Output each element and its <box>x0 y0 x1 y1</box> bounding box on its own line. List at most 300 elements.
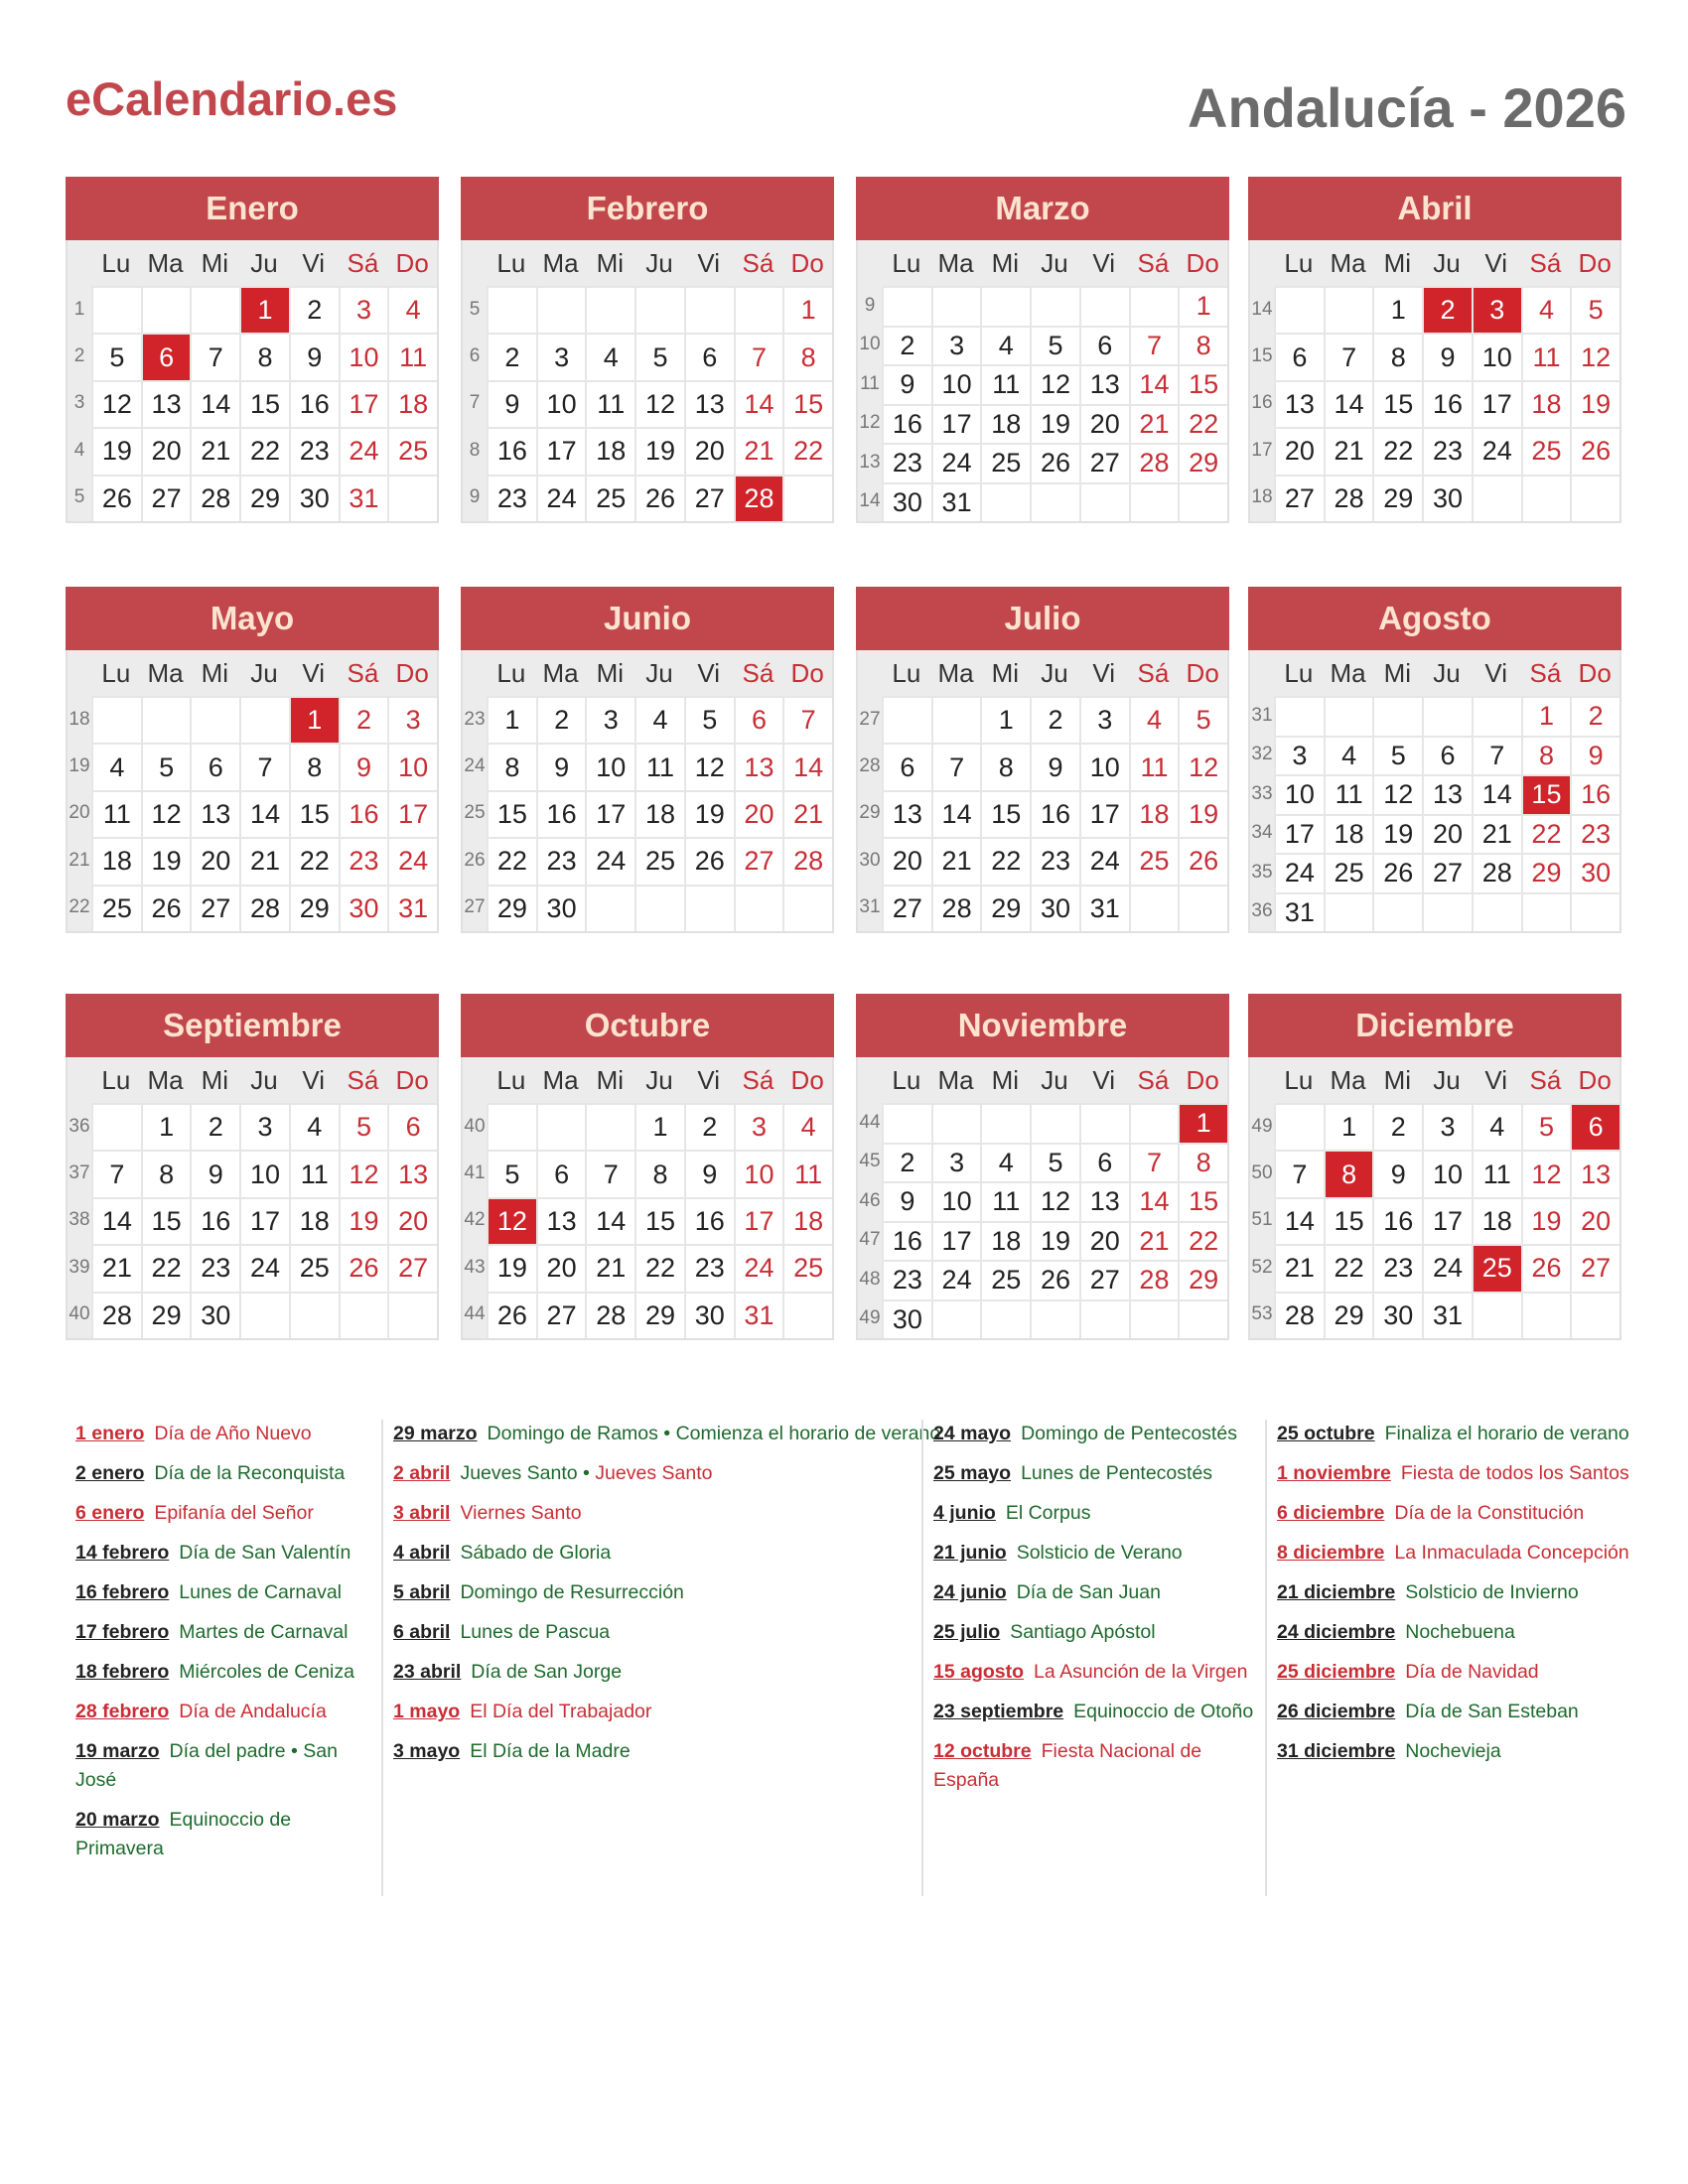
day-cell[interactable]: 2 <box>190 1103 239 1150</box>
day-cell[interactable]: 2 <box>487 333 536 379</box>
day-cell[interactable]: 15 <box>1178 364 1227 404</box>
day-cell[interactable]: 16 <box>190 1197 239 1244</box>
day-cell[interactable]: 5 <box>1521 1103 1571 1150</box>
day-cell[interactable]: 26 <box>1030 443 1079 482</box>
day-cell[interactable]: 4 <box>980 326 1030 365</box>
day-cell[interactable]: 31 <box>387 885 437 931</box>
day-cell[interactable]: 23 <box>1570 814 1619 854</box>
day-cell[interactable]: 6 <box>1570 1103 1619 1150</box>
day-cell[interactable]: 19 <box>684 790 734 837</box>
holiday-date-link[interactable]: 21 diciembre <box>1277 1581 1396 1603</box>
day-cell[interactable]: 14 <box>585 1197 634 1244</box>
day-cell[interactable]: 24 <box>1472 427 1521 474</box>
day-cell[interactable]: 15 <box>1324 1197 1373 1244</box>
day-cell[interactable]: 2 <box>1372 1103 1422 1150</box>
day-cell[interactable]: 15 <box>980 790 1030 837</box>
day-cell[interactable]: 13 <box>141 380 191 427</box>
holiday-date-link[interactable]: 6 enero <box>75 1502 145 1524</box>
day-cell[interactable]: 12 <box>339 1150 388 1196</box>
day-cell[interactable]: 25 <box>980 1260 1030 1299</box>
day-cell[interactable]: 1 <box>487 696 536 743</box>
day-cell[interactable]: 26 <box>1521 1244 1571 1291</box>
day-cell[interactable]: 5 <box>91 333 141 379</box>
day-cell[interactable]: 13 <box>1079 1181 1129 1221</box>
day-cell[interactable]: 1 <box>1372 286 1422 333</box>
holiday-date-link[interactable]: 24 junio <box>933 1581 1007 1603</box>
holiday-date-link[interactable]: 6 diciembre <box>1277 1502 1385 1524</box>
day-cell[interactable]: 1 <box>1178 1103 1227 1143</box>
day-cell[interactable]: 11 <box>1521 333 1571 379</box>
day-cell[interactable]: 22 <box>1324 1244 1373 1291</box>
day-cell[interactable]: 11 <box>387 333 437 379</box>
day-cell[interactable]: 20 <box>387 1197 437 1244</box>
day-cell[interactable]: 25 <box>289 1244 339 1291</box>
day-cell[interactable]: 14 <box>1129 364 1179 404</box>
day-cell[interactable]: 15 <box>634 1197 684 1244</box>
day-cell[interactable]: 25 <box>585 475 634 521</box>
day-cell[interactable]: 8 <box>487 743 536 789</box>
day-cell[interactable]: 2 <box>684 1103 734 1150</box>
day-cell[interactable]: 15 <box>239 380 289 427</box>
day-cell[interactable]: 21 <box>1324 427 1373 474</box>
day-cell[interactable]: 22 <box>1372 427 1422 474</box>
day-cell[interactable]: 26 <box>141 885 191 931</box>
day-cell[interactable]: 3 <box>1422 1103 1472 1150</box>
day-cell[interactable]: 24 <box>931 1260 981 1299</box>
day-cell[interactable]: 17 <box>387 790 437 837</box>
day-cell[interactable]: 15 <box>1178 1181 1227 1221</box>
day-cell[interactable]: 28 <box>239 885 289 931</box>
day-cell[interactable]: 8 <box>980 743 1030 789</box>
day-cell[interactable]: 10 <box>734 1150 783 1196</box>
day-cell[interactable]: 10 <box>1079 743 1129 789</box>
holiday-date-link[interactable]: 21 junio <box>933 1542 1007 1564</box>
day-cell[interactable]: 29 <box>487 885 536 931</box>
day-cell[interactable]: 6 <box>734 696 783 743</box>
day-cell[interactable]: 12 <box>1570 333 1619 379</box>
day-cell[interactable]: 8 <box>1324 1150 1373 1196</box>
day-cell[interactable]: 24 <box>387 837 437 884</box>
day-cell[interactable]: 28 <box>1129 443 1179 482</box>
day-cell[interactable]: 20 <box>684 427 734 474</box>
day-cell[interactable]: 24 <box>1274 853 1324 892</box>
day-cell[interactable]: 18 <box>1324 814 1373 854</box>
day-cell[interactable]: 3 <box>536 333 586 379</box>
day-cell[interactable]: 7 <box>585 1150 634 1196</box>
day-cell[interactable]: 27 <box>1422 853 1472 892</box>
day-cell[interactable]: 13 <box>536 1197 586 1244</box>
day-cell[interactable]: 13 <box>1570 1150 1619 1196</box>
day-cell[interactable]: 8 <box>1372 333 1422 379</box>
day-cell[interactable]: 23 <box>339 837 388 884</box>
day-cell[interactable]: 7 <box>1129 1143 1179 1182</box>
day-cell[interactable]: 21 <box>734 427 783 474</box>
day-cell[interactable]: 20 <box>1274 427 1324 474</box>
day-cell[interactable]: 6 <box>1079 326 1129 365</box>
day-cell[interactable]: 25 <box>634 837 684 884</box>
day-cell[interactable]: 10 <box>1274 774 1324 814</box>
day-cell[interactable]: 5 <box>339 1103 388 1150</box>
day-cell[interactable]: 27 <box>387 1244 437 1291</box>
day-cell[interactable]: 18 <box>1521 380 1571 427</box>
day-cell[interactable]: 11 <box>980 1181 1030 1221</box>
day-cell[interactable]: 1 <box>1324 1103 1373 1150</box>
day-cell[interactable]: 8 <box>239 333 289 379</box>
day-cell[interactable]: 4 <box>289 1103 339 1150</box>
day-cell[interactable]: 20 <box>1079 404 1129 444</box>
day-cell[interactable]: 29 <box>1372 475 1422 521</box>
day-cell[interactable]: 30 <box>882 482 931 522</box>
day-cell[interactable]: 20 <box>1570 1197 1619 1244</box>
day-cell[interactable]: 15 <box>782 380 832 427</box>
day-cell[interactable]: 14 <box>734 380 783 427</box>
day-cell[interactable]: 16 <box>289 380 339 427</box>
day-cell[interactable]: 31 <box>1079 885 1129 931</box>
day-cell[interactable]: 22 <box>487 837 536 884</box>
day-cell[interactable]: 29 <box>1521 853 1571 892</box>
day-cell[interactable]: 21 <box>585 1244 634 1291</box>
day-cell[interactable]: 12 <box>1521 1150 1571 1196</box>
day-cell[interactable]: 13 <box>734 743 783 789</box>
day-cell[interactable]: 31 <box>1422 1292 1472 1338</box>
holiday-date-link[interactable]: 25 octubre <box>1277 1423 1375 1444</box>
holiday-date-link[interactable]: 4 abril <box>393 1542 451 1564</box>
day-cell[interactable]: 18 <box>782 1197 832 1244</box>
holiday-date-link[interactable]: 25 julio <box>933 1621 1001 1643</box>
day-cell[interactable]: 10 <box>536 380 586 427</box>
holiday-date-link[interactable]: 26 diciembre <box>1277 1701 1396 1722</box>
day-cell[interactable]: 15 <box>141 1197 191 1244</box>
day-cell[interactable]: 2 <box>882 1143 931 1182</box>
day-cell[interactable]: 13 <box>1422 774 1472 814</box>
day-cell[interactable]: 23 <box>1372 1244 1422 1291</box>
day-cell[interactable]: 18 <box>980 1221 1030 1261</box>
day-cell[interactable]: 25 <box>1324 853 1373 892</box>
day-cell[interactable]: 2 <box>882 326 931 365</box>
day-cell[interactable]: 30 <box>1570 853 1619 892</box>
day-cell[interactable]: 4 <box>634 696 684 743</box>
day-cell[interactable]: 16 <box>536 790 586 837</box>
day-cell[interactable]: 30 <box>882 1299 931 1339</box>
day-cell[interactable]: 9 <box>1570 736 1619 775</box>
day-cell[interactable]: 2 <box>1030 696 1079 743</box>
day-cell[interactable]: 24 <box>239 1244 289 1291</box>
day-cell[interactable]: 11 <box>91 790 141 837</box>
day-cell[interactable]: 28 <box>931 885 981 931</box>
day-cell[interactable]: 25 <box>91 885 141 931</box>
day-cell[interactable]: 27 <box>882 885 931 931</box>
day-cell[interactable]: 16 <box>1030 790 1079 837</box>
day-cell[interactable]: 21 <box>782 790 832 837</box>
brand-logo[interactable]: eCalendario.es <box>66 72 398 125</box>
day-cell[interactable]: 22 <box>289 837 339 884</box>
day-cell[interactable]: 22 <box>1521 814 1571 854</box>
day-cell[interactable]: 17 <box>1472 380 1521 427</box>
day-cell[interactable]: 30 <box>1030 885 1079 931</box>
day-cell[interactable]: 1 <box>141 1103 191 1150</box>
day-cell[interactable]: 31 <box>931 482 981 522</box>
day-cell[interactable]: 14 <box>1274 1197 1324 1244</box>
day-cell[interactable]: 17 <box>734 1197 783 1244</box>
day-cell[interactable]: 27 <box>684 475 734 521</box>
day-cell[interactable]: 9 <box>684 1150 734 1196</box>
day-cell[interactable]: 30 <box>289 475 339 521</box>
day-cell[interactable]: 12 <box>1178 743 1227 789</box>
holiday-date-link[interactable]: 3 mayo <box>393 1740 461 1762</box>
day-cell[interactable]: 29 <box>1178 1260 1227 1299</box>
holiday-date-link[interactable]: 1 enero <box>75 1423 145 1444</box>
day-cell[interactable]: 8 <box>634 1150 684 1196</box>
day-cell[interactable]: 16 <box>1372 1197 1422 1244</box>
holiday-date-link[interactable]: 1 noviembre <box>1277 1462 1391 1484</box>
day-cell[interactable]: 20 <box>536 1244 586 1291</box>
day-cell[interactable]: 27 <box>734 837 783 884</box>
day-cell[interactable]: 4 <box>1324 736 1373 775</box>
day-cell[interactable]: 4 <box>1521 286 1571 333</box>
day-cell[interactable]: 9 <box>289 333 339 379</box>
day-cell[interactable]: 29 <box>980 885 1030 931</box>
day-cell[interactable]: 22 <box>980 837 1030 884</box>
day-cell[interactable]: 6 <box>1274 333 1324 379</box>
day-cell[interactable]: 15 <box>1521 774 1571 814</box>
day-cell[interactable]: 20 <box>882 837 931 884</box>
day-cell[interactable]: 3 <box>1274 736 1324 775</box>
day-cell[interactable]: 4 <box>387 286 437 333</box>
day-cell[interactable]: 1 <box>634 1103 684 1150</box>
day-cell[interactable]: 30 <box>536 885 586 931</box>
day-cell[interactable]: 7 <box>1274 1150 1324 1196</box>
day-cell[interactable]: 29 <box>1324 1292 1373 1338</box>
day-cell[interactable]: 12 <box>1030 1181 1079 1221</box>
day-cell[interactable]: 23 <box>536 837 586 884</box>
day-cell[interactable]: 23 <box>1030 837 1079 884</box>
day-cell[interactable]: 3 <box>1472 286 1521 333</box>
day-cell[interactable]: 24 <box>585 837 634 884</box>
day-cell[interactable]: 26 <box>91 475 141 521</box>
day-cell[interactable]: 12 <box>684 743 734 789</box>
day-cell[interactable]: 14 <box>931 790 981 837</box>
day-cell[interactable]: 15 <box>487 790 536 837</box>
day-cell[interactable]: 24 <box>339 427 388 474</box>
day-cell[interactable]: 2 <box>339 696 388 743</box>
day-cell[interactable]: 2 <box>1570 696 1619 736</box>
day-cell[interactable]: 7 <box>734 333 783 379</box>
day-cell[interactable]: 25 <box>1521 427 1571 474</box>
day-cell[interactable]: 19 <box>1570 380 1619 427</box>
day-cell[interactable]: 10 <box>239 1150 289 1196</box>
day-cell[interactable]: 25 <box>980 443 1030 482</box>
day-cell[interactable]: 11 <box>980 364 1030 404</box>
day-cell[interactable]: 17 <box>1422 1197 1472 1244</box>
day-cell[interactable]: 6 <box>882 743 931 789</box>
day-cell[interactable]: 10 <box>931 1181 981 1221</box>
day-cell[interactable]: 7 <box>239 743 289 789</box>
holiday-date-link[interactable]: 25 diciembre <box>1277 1661 1396 1683</box>
day-cell[interactable]: 28 <box>1472 853 1521 892</box>
day-cell[interactable]: 13 <box>1274 380 1324 427</box>
holiday-date-link[interactable]: 6 abril <box>393 1621 451 1643</box>
day-cell[interactable]: 6 <box>536 1150 586 1196</box>
day-cell[interactable]: 7 <box>1324 333 1373 379</box>
day-cell[interactable]: 16 <box>1570 774 1619 814</box>
day-cell[interactable]: 26 <box>634 475 684 521</box>
day-cell[interactable]: 11 <box>782 1150 832 1196</box>
day-cell[interactable]: 5 <box>1178 696 1227 743</box>
day-cell[interactable]: 9 <box>1422 333 1472 379</box>
day-cell[interactable]: 12 <box>1030 364 1079 404</box>
day-cell[interactable]: 31 <box>1274 892 1324 932</box>
holiday-date-link[interactable]: 24 mayo <box>933 1423 1012 1444</box>
day-cell[interactable]: 19 <box>1030 404 1079 444</box>
day-cell[interactable]: 11 <box>1324 774 1373 814</box>
day-cell[interactable]: 15 <box>1372 380 1422 427</box>
day-cell[interactable]: 15 <box>289 790 339 837</box>
day-cell[interactable]: 30 <box>190 1292 239 1338</box>
day-cell[interactable]: 30 <box>684 1292 734 1338</box>
day-cell[interactable]: 18 <box>91 837 141 884</box>
day-cell[interactable]: 21 <box>1274 1244 1324 1291</box>
day-cell[interactable]: 29 <box>289 885 339 931</box>
day-cell[interactable]: 17 <box>585 790 634 837</box>
day-cell[interactable]: 26 <box>1372 853 1422 892</box>
day-cell[interactable]: 7 <box>190 333 239 379</box>
day-cell[interactable]: 19 <box>1372 814 1422 854</box>
day-cell[interactable]: 21 <box>1472 814 1521 854</box>
day-cell[interactable]: 22 <box>141 1244 191 1291</box>
day-cell[interactable]: 5 <box>487 1150 536 1196</box>
holiday-date-link[interactable]: 29 marzo <box>393 1423 478 1444</box>
day-cell[interactable]: 5 <box>1570 286 1619 333</box>
day-cell[interactable]: 23 <box>1422 427 1472 474</box>
day-cell[interactable]: 8 <box>782 333 832 379</box>
day-cell[interactable]: 14 <box>190 380 239 427</box>
day-cell[interactable]: 22 <box>239 427 289 474</box>
day-cell[interactable]: 26 <box>684 837 734 884</box>
day-cell[interactable]: 19 <box>1521 1197 1571 1244</box>
holiday-date-link[interactable]: 4 junio <box>933 1502 996 1524</box>
day-cell[interactable]: 21 <box>190 427 239 474</box>
day-cell[interactable]: 7 <box>931 743 981 789</box>
day-cell[interactable]: 17 <box>239 1197 289 1244</box>
day-cell[interactable]: 19 <box>634 427 684 474</box>
day-cell[interactable]: 4 <box>585 333 634 379</box>
day-cell[interactable]: 11 <box>1472 1150 1521 1196</box>
day-cell[interactable]: 16 <box>684 1197 734 1244</box>
holiday-date-link[interactable]: 23 abril <box>393 1661 462 1683</box>
day-cell[interactable]: 23 <box>882 443 931 482</box>
day-cell[interactable]: 24 <box>1079 837 1129 884</box>
holiday-date-link[interactable]: 1 mayo <box>393 1701 461 1722</box>
day-cell[interactable]: 6 <box>387 1103 437 1150</box>
day-cell[interactable]: 2 <box>1422 286 1472 333</box>
day-cell[interactable]: 21 <box>1129 1221 1179 1261</box>
day-cell[interactable]: 29 <box>141 1292 191 1338</box>
day-cell[interactable]: 2 <box>536 696 586 743</box>
day-cell[interactable]: 9 <box>1372 1150 1422 1196</box>
day-cell[interactable]: 11 <box>634 743 684 789</box>
day-cell[interactable]: 27 <box>1079 443 1129 482</box>
day-cell[interactable]: 17 <box>536 427 586 474</box>
day-cell[interactable]: 27 <box>1079 1260 1129 1299</box>
day-cell[interactable]: 26 <box>1030 1260 1079 1299</box>
day-cell[interactable]: 12 <box>141 790 191 837</box>
day-cell[interactable]: 5 <box>1030 1143 1079 1182</box>
day-cell[interactable]: 18 <box>634 790 684 837</box>
day-cell[interactable]: 16 <box>882 1221 931 1261</box>
day-cell[interactable]: 5 <box>1030 326 1079 365</box>
day-cell[interactable]: 11 <box>1129 743 1179 789</box>
holiday-date-link[interactable]: 3 abril <box>393 1502 451 1524</box>
holiday-date-link[interactable]: 17 febrero <box>75 1621 170 1643</box>
day-cell[interactable]: 3 <box>931 326 981 365</box>
day-cell[interactable]: 2 <box>289 286 339 333</box>
day-cell[interactable]: 16 <box>882 404 931 444</box>
day-cell[interactable]: 12 <box>487 1197 536 1244</box>
day-cell[interactable]: 16 <box>339 790 388 837</box>
day-cell[interactable]: 3 <box>1079 696 1129 743</box>
day-cell[interactable]: 8 <box>1521 736 1571 775</box>
day-cell[interactable]: 28 <box>1324 475 1373 521</box>
day-cell[interactable]: 17 <box>931 404 981 444</box>
holiday-date-link[interactable]: 12 octubre <box>933 1740 1032 1762</box>
day-cell[interactable]: 3 <box>239 1103 289 1150</box>
day-cell[interactable]: 9 <box>339 743 388 789</box>
day-cell[interactable]: 18 <box>387 380 437 427</box>
day-cell[interactable]: 28 <box>782 837 832 884</box>
holiday-date-link[interactable]: 8 diciembre <box>1277 1542 1385 1564</box>
day-cell[interactable]: 10 <box>585 743 634 789</box>
holiday-date-link[interactable]: 28 febrero <box>75 1701 170 1722</box>
day-cell[interactable]: 1 <box>1521 696 1571 736</box>
day-cell[interactable]: 14 <box>239 790 289 837</box>
day-cell[interactable]: 8 <box>1178 326 1227 365</box>
day-cell[interactable]: 22 <box>634 1244 684 1291</box>
day-cell[interactable]: 9 <box>487 380 536 427</box>
day-cell[interactable]: 8 <box>141 1150 191 1196</box>
day-cell[interactable]: 19 <box>1178 790 1227 837</box>
day-cell[interactable]: 22 <box>782 427 832 474</box>
day-cell[interactable]: 26 <box>1178 837 1227 884</box>
holiday-date-link[interactable]: 2 abril <box>393 1462 451 1484</box>
holiday-date-link[interactable]: 14 febrero <box>75 1542 170 1564</box>
day-cell[interactable]: 23 <box>190 1244 239 1291</box>
day-cell[interactable]: 5 <box>634 333 684 379</box>
day-cell[interactable]: 3 <box>585 696 634 743</box>
day-cell[interactable]: 18 <box>980 404 1030 444</box>
day-cell[interactable]: 7 <box>1129 326 1179 365</box>
day-cell[interactable]: 3 <box>387 696 437 743</box>
holiday-date-link[interactable]: 15 agosto <box>933 1661 1025 1683</box>
day-cell[interactable]: 28 <box>91 1292 141 1338</box>
day-cell[interactable]: 22 <box>1178 404 1227 444</box>
day-cell[interactable]: 3 <box>734 1103 783 1150</box>
day-cell[interactable]: 25 <box>387 427 437 474</box>
day-cell[interactable]: 7 <box>782 696 832 743</box>
day-cell[interactable]: 18 <box>585 427 634 474</box>
day-cell[interactable]: 8 <box>1178 1143 1227 1182</box>
day-cell[interactable]: 17 <box>339 380 388 427</box>
day-cell[interactable]: 17 <box>931 1221 981 1261</box>
day-cell[interactable]: 13 <box>684 380 734 427</box>
day-cell[interactable]: 17 <box>1274 814 1324 854</box>
day-cell[interactable]: 6 <box>1422 736 1472 775</box>
day-cell[interactable]: 19 <box>91 427 141 474</box>
day-cell[interactable]: 9 <box>1030 743 1079 789</box>
day-cell[interactable]: 30 <box>1372 1292 1422 1338</box>
day-cell[interactable]: 28 <box>734 475 783 521</box>
day-cell[interactable]: 9 <box>882 1181 931 1221</box>
day-cell[interactable]: 9 <box>882 364 931 404</box>
